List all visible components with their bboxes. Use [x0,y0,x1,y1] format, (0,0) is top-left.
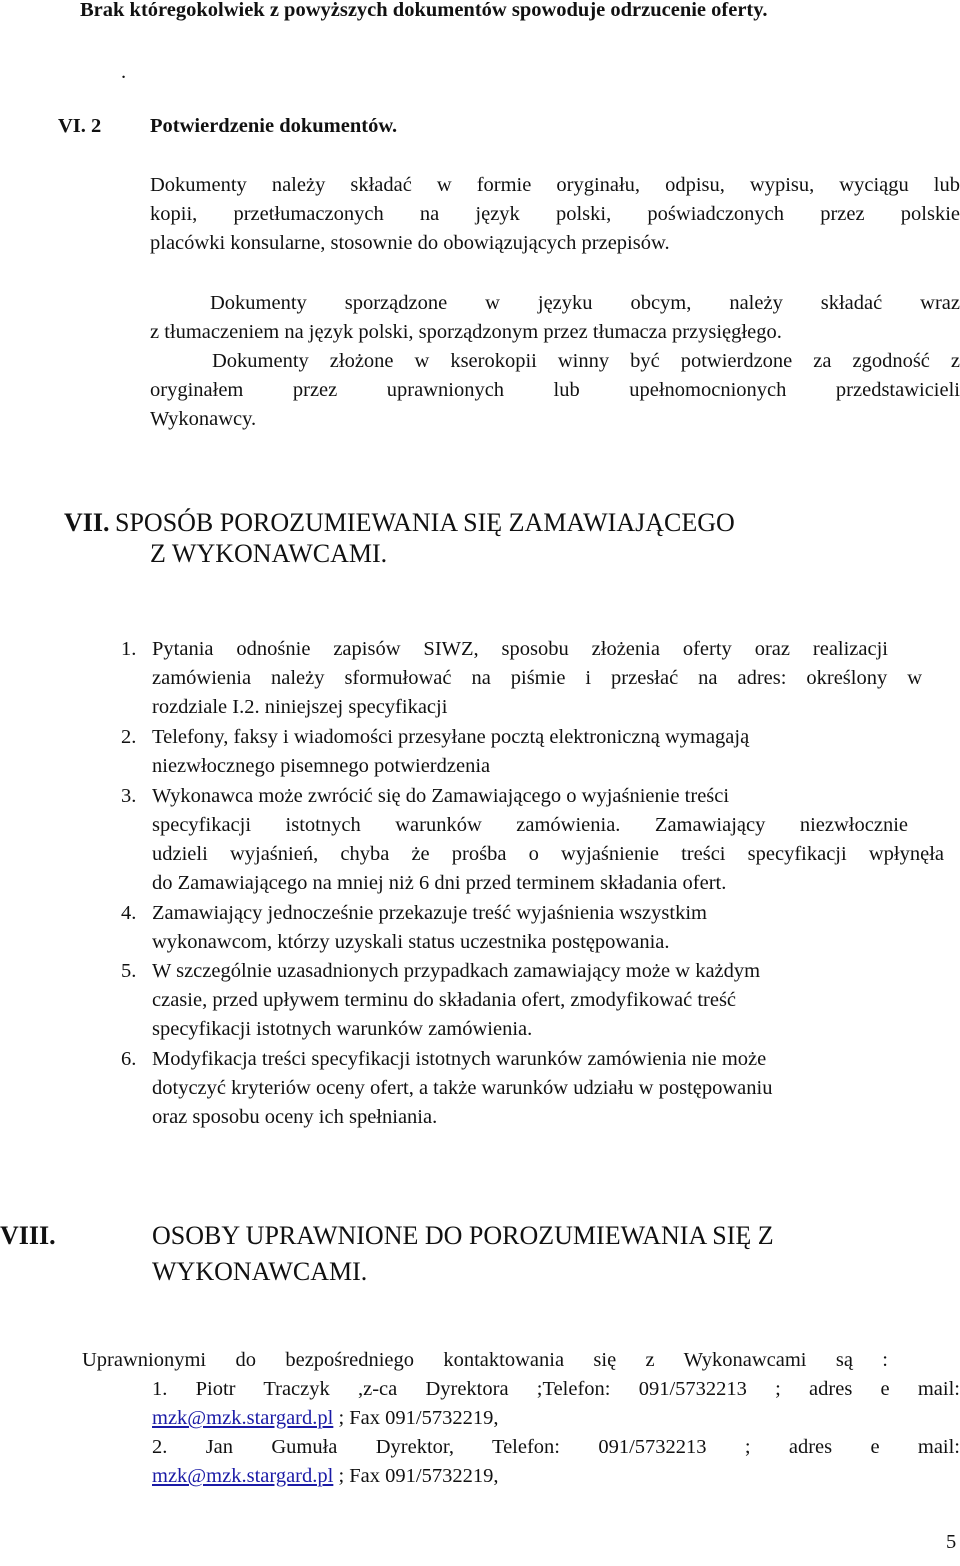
list-item-number: 3. [121,785,137,807]
vi2-para3-line3: Wykonawcy. [150,408,257,430]
list-item-line: czasie, przed upływem terminu do składania ofert, zmodyfikować treść [152,989,737,1011]
vi2-para2-line2: z tłumaczeniem na język polski, sporządzonym przez tłumacza przysięgłego. [150,321,782,343]
section-title-viii-line2: WYKONAWCAMI. [152,1257,368,1286]
contact-2-email-line [152,1462,498,1491]
contact-1-line: 1. Piotr Traczyk ,z-ca Dyrektora ;Telefon: 091/5732213 ; adres e mail: [152,1378,960,1400]
section-number-vii: VII. [64,508,110,537]
vi2-para1-line3: placówki konsularne, stosownie do obowiązujących przepisów. [150,232,670,254]
section-title-vi2: Potwierdzenie dokumentów. [150,115,398,137]
list-item-line: Zamawiający jednocześnie przekazuje treść wyjaśnienia wszystkim [152,902,707,924]
list-item-line: Modyfikacja treści specyfikacji istotnych warunków zamówienia nie może [152,1048,767,1070]
list-item-line: wykonawcom, którzy uzyskali status uczestnika postępowania. [152,931,670,953]
vi2-para1-line1: Dokumenty należy składać w formie oryginału, odpisu, wypisu, wyciągu lub [150,174,960,196]
list-item-line: specyfikacji istotnych warunków zamówienia. [152,1018,533,1040]
stray-dot: . [121,61,127,83]
list-item-line: Pytania odnośnie zapisów SIWZ, sposobu złożenia oferty oraz realizacji [152,638,888,660]
contact-2-email-link[interactable]: mzk@mzk.stargard.pl [152,1465,334,1487]
contact-2-line: 2. Jan Gumuła Dyrektor, Telefon: 091/5732213 ; adres e mail: [152,1436,960,1458]
contact-1-fax: ; Fax 091/5732219, [333,1407,499,1429]
list-item-line: specyfikacji istotnych warunków zamówienia. Zamawiający niezwłocznie [152,814,908,836]
list-item-line: Wykonawca może zwrócić się do Zamawiającego o wyjaśnienie treści [152,785,730,807]
section-number-viii: VIII. [0,1221,56,1250]
contact-2-fax: ; Fax 091/5732219, [333,1465,499,1487]
list-item-number: 4. [121,902,137,924]
vi2-para3-line1: Dokumenty złożone w kserokopii winny być potwierdzone za zgodność z [212,350,960,372]
list-item-line: zamówienia należy sformułować na piśmie i przesłać na adres: określony w [152,667,922,689]
vi2-para3-line2: oryginałem przez uprawnionych lub upełnomocnionych przedstawicieli [150,379,960,401]
list-item-line: Telefony, faksy i wiadomości przesyłane pocztą elektroniczną wymagają [152,726,750,748]
list-item-line: niezwłocznego pisemnego potwierdzenia [152,755,491,777]
section-title-vii-line1: SPOSÓB POROZUMIEWANIA SIĘ ZAMAWIAJĄCEGO [115,508,735,537]
contact-1-email-line [152,1404,498,1433]
contact-1-email-link[interactable]: mzk@mzk.stargard.pl [152,1407,334,1429]
page-number: 5 [946,1531,957,1553]
list-item-line: W szczególnie uzasadnionych przypadkach zamawiający może w każdym [152,960,761,982]
contacts-intro: Uprawnionymi do bezpośredniego kontaktowania się z Wykonawcami są : [82,1349,888,1371]
list-item-line: do Zamawiającego na mniej niż 6 dni przed terminem składania ofert. [152,872,727,894]
section-title-viii-line1: OSOBY UPRAWNIONE DO POROZUMIEWANIA SIĘ Z [152,1221,774,1250]
list-item-line: oraz sposobu oceny ich spełniania. [152,1106,438,1128]
vi2-para1-line2: kopii, przetłumaczonych na język polski, poświadczonych przez polskie [150,203,960,225]
section-title-vii-line2: Z WYKONAWCAMI. [150,539,388,568]
list-item-number: 2. [121,726,137,748]
list-item-number: 6. [121,1048,137,1070]
section-number-vi2: VI. 2 [58,115,102,137]
list-item-line: rozdziale I.2. niniejszej specyfikacji [152,696,448,718]
list-item-number: 1. [121,638,137,660]
rejection-notice: Brak któregokolwiek z powyższych dokumentów spowoduje odrzucenie oferty. [80,0,768,21]
list-item-line: dotyczyć kryteriów oceny ofert, a także warunków udziału w postępowaniu [152,1077,773,1099]
list-item-number: 5. [121,960,137,982]
vi2-para2-line1: Dokumenty sporządzone w języku obcym, należy składać wraz [210,292,960,314]
list-item-line: udzieli wyjaśnień, chyba że prośba o wyjaśnienie treści specyfikacji wpłynęła [152,843,944,865]
